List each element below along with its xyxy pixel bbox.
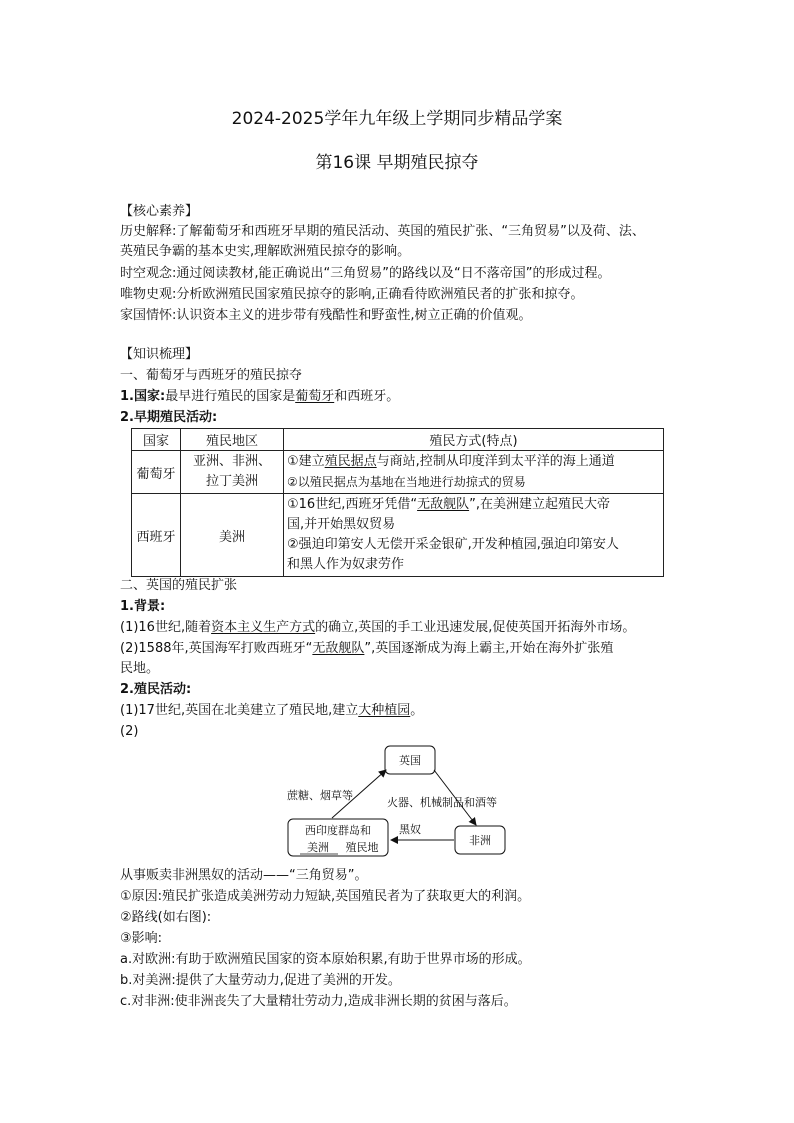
cause: ①原因:殖民扩张造成美洲劳动力短缺,英国殖民者为了获取更大的利润。	[120, 889, 531, 904]
west-indies-label-1: 西印度群岛和	[305, 824, 371, 837]
method-spain-1-pre: ①16世纪,西班牙凭借“	[287, 497, 418, 512]
table-row-spain	[132, 494, 664, 577]
activities-label: 2.殖民活动:	[120, 682, 192, 697]
method-spain-1	[287, 495, 660, 515]
item2-label: 2.早期殖民活动:	[120, 410, 218, 425]
colonial-activities-table	[131, 428, 664, 577]
cell-region-spain: 美洲	[181, 494, 284, 577]
table-header-row	[132, 429, 664, 451]
method-portugal-1-underline: 殖民据点	[324, 454, 377, 469]
goods-to-africa-label: 火器、机械制品和酒等	[387, 796, 497, 809]
cell-method-portugal	[284, 451, 664, 494]
triangle-trade-activity: 从事贩卖非洲黑奴的活动——“三角贸易”。	[120, 868, 368, 883]
cell-country-spain: 西班牙	[132, 494, 181, 577]
activity-1-underline: 大种植园	[358, 703, 411, 718]
activity-1	[120, 701, 680, 721]
table-header-country: 国家	[132, 429, 181, 451]
background-2-pre: (2)1588年,英国海军打败西班牙“	[120, 641, 313, 656]
background-1	[120, 618, 680, 638]
background-2-post: ”,英国逐渐成为海上霸主,开始在海外扩张殖	[364, 641, 614, 656]
method-portugal-1	[287, 452, 660, 472]
item1-underline: 葡萄牙	[295, 389, 335, 404]
west-indies-label-2a: 美洲	[307, 841, 329, 854]
activity-1-pre: (1)17世纪,英国在北美建立了殖民地,建立	[120, 703, 359, 718]
impact-america: b.对美洲:提供了大量劳动力,促进了美洲的开发。	[120, 973, 401, 988]
west-indies-label-2b: 殖民地	[345, 841, 379, 854]
africa-label: 非洲	[469, 834, 491, 847]
background-2-underline: 无敌舰队	[312, 641, 365, 656]
knowledge-heading: 【知识梳理】	[120, 347, 199, 362]
method-spain-1-underline: 无敌舰队	[417, 497, 470, 512]
background-1-underline: 资本主义生产方式	[211, 620, 316, 635]
triangle-trade-diagram	[280, 740, 520, 862]
activity-1-post: 。	[410, 703, 424, 718]
background-label: 1.背景:	[120, 599, 166, 614]
impact-africa: c.对非洲:使非洲丧失了大量精壮劳动力,造成非洲长期的贫困与落后。	[120, 994, 517, 1009]
background-1-pre: (1)16世纪,随着	[120, 620, 212, 635]
lesson-title: 第16课 早期殖民掠夺	[315, 153, 479, 173]
item1-text-end: 和西班牙。	[334, 389, 400, 404]
method-spain-1-post: ”,在美洲建立起殖民大帝	[469, 497, 610, 512]
history-explanation-line-1: 历史解释:了解葡萄牙和西班牙早期的殖民活动、英国的殖民扩张、“三角贸易”以及荷、法、	[120, 224, 645, 239]
impact-heading: ③影响:	[120, 931, 163, 946]
method-portugal-1-pre: ①建立	[287, 454, 325, 469]
table-row-portugal	[132, 451, 664, 494]
impact-europe: a.对欧洲:有助于欧洲殖民国家的资本原始积累,有助于世界市场的形成。	[120, 952, 531, 967]
section1-heading: 一、葡萄牙与西班牙的殖民掠夺	[120, 368, 303, 383]
time-space-concept: 时空观念:通过阅读教材,能正确说出“三角贸易”的路线以及“日不落帝国”的形成过程。	[120, 266, 611, 281]
method-spain-1-line-2: 国,并开始黑奴贸易	[287, 517, 396, 532]
britain-label: 英国	[399, 754, 421, 767]
slaves-label: 黑奴	[399, 823, 421, 836]
method-spain-2-line-2: 和黑人作为奴隶劳作	[287, 557, 405, 572]
activity-2-label: (2)	[120, 724, 139, 739]
region-portugal-line-1: 亚洲、非洲、	[192, 454, 271, 469]
background-2-line-2: 民地。	[120, 661, 160, 676]
method-portugal-2: ②以殖民据点为基地在当地进行劫掠式的贸易	[287, 475, 526, 489]
method-portugal-1-post: 与商站,控制从印度洋到太平洋的海上通道	[376, 454, 615, 469]
goods-to-britain-label: 蔗糖、烟草等	[287, 789, 353, 802]
cell-country-portugal: 葡萄牙	[132, 451, 181, 494]
item1-label: 1.国家:	[120, 389, 166, 404]
item1-text: 最早进行殖民的国家是	[165, 389, 296, 404]
method-spain-2-line-1: ②强迫印第安人无偿开采金银矿,开发种植园,强迫印第安人	[287, 537, 619, 552]
background-1-post: 的确立,英国的手工业迅速发展,促使英国开拓海外市场。	[315, 620, 636, 635]
item1-countries	[120, 387, 680, 407]
cell-method-spain	[284, 494, 664, 577]
historical-materialism: 唯物史观:分析欧洲殖民国家殖民掠夺的影响,正确看待欧洲殖民者的扩张和掠夺。	[120, 287, 584, 302]
region-portugal-line-2: 拉丁美洲	[205, 474, 258, 489]
history-explanation-line-2: 英殖民争霸的基本史实,理解欧洲殖民掠夺的影响。	[120, 244, 411, 259]
section2-heading: 二、英国的殖民扩张	[120, 578, 238, 593]
table-header-method: 殖民方式(特点)	[284, 429, 664, 451]
document-title: 2024-2025学年九年级上学期同步精品学案	[231, 109, 563, 129]
core-heading: 【核心素养】	[120, 204, 199, 219]
table-header-region: 殖民地区	[181, 429, 284, 451]
route: ②路线(如右图):	[120, 910, 212, 925]
cell-region-portugal	[181, 451, 284, 494]
background-2	[120, 639, 680, 659]
national-sentiment: 家国情怀:认识资本主义的进步带有残酷性和野蛮性,树立正确的价值观。	[120, 308, 532, 323]
